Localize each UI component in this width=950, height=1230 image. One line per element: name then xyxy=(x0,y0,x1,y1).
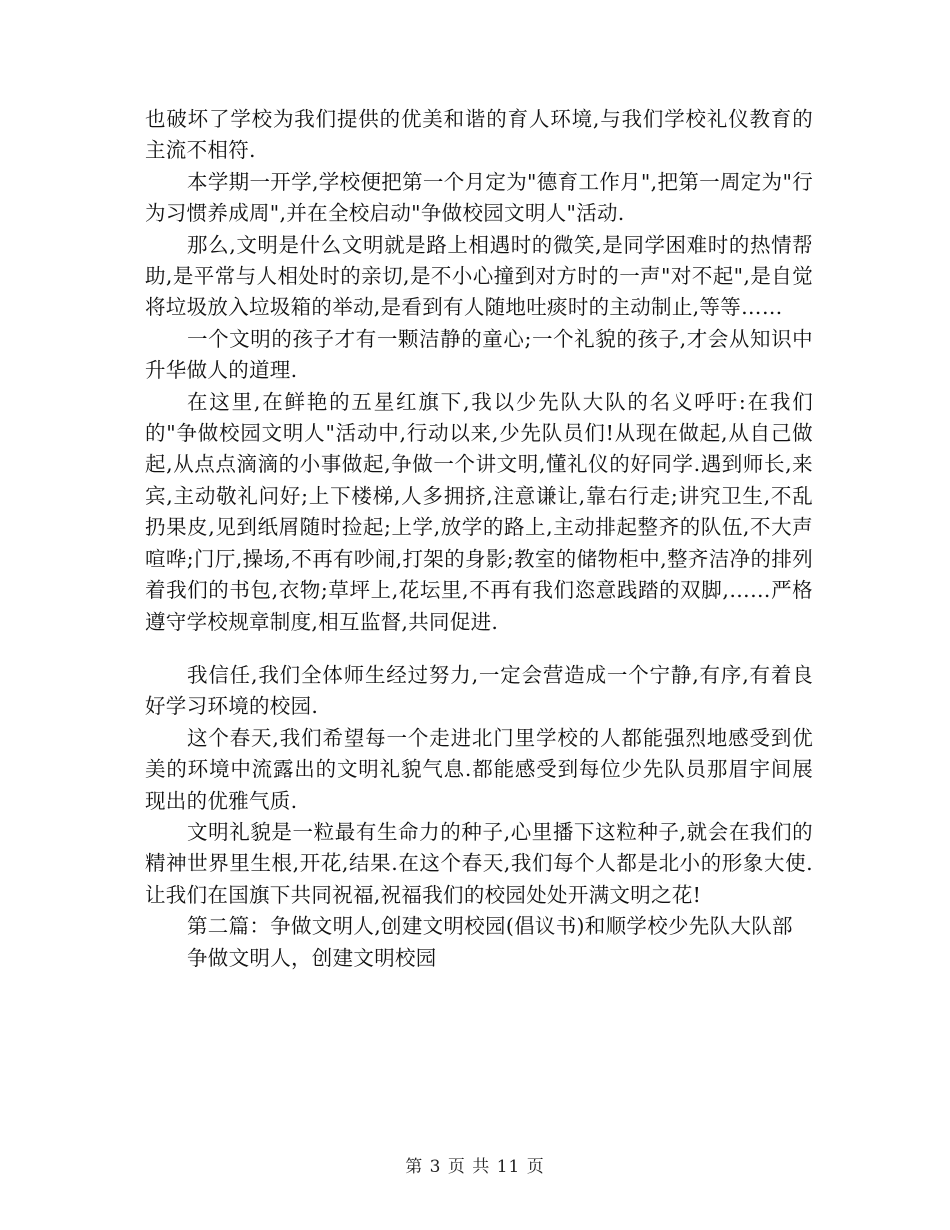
document-body xyxy=(145,104,813,974)
section-subtitle: 争做文明人，创建文明校园 xyxy=(187,945,437,970)
paragraph-continuation: 也破坏了学校为我们提供的优美和谐的育人环境,与我们学校礼仪教育的主流不相符. xyxy=(145,107,813,163)
paragraph-spring-hope: 这个春天,我们希望每一个走进北门里学校的人都能强烈地感受到优美的环境中流露出的文明礼貌气息.都能感受到每位少先队员那眉宇间展现出的优雅气质. xyxy=(145,725,813,813)
paragraph-seed: 文明礼貌是一粒最有生命力的种子,心里播下这粒种子,就会在我们的精神世界里生根,开花,结果.在这个春天,我们每个人都是北小的形象大使.让我们在国旗下共同祝福,祝福我们的校园处处开满文明之花! xyxy=(145,819,813,907)
paragraph-semester-start: 本学期一开学,学校便把第一个月定为"德育工作月",把第一周定为"行为习惯养成周",并在全校启动"争做校园文明人"活动. xyxy=(145,169,813,226)
paragraph-civil-child: 一个文明的孩子才有一颗洁静的童心;一个礼貌的孩子,才会从知识中升华做人的道理. xyxy=(145,326,813,383)
section-heading-second-article: 第二篇：争做文明人,创建文明校园(倡议书)和顺学校少先队大队部 xyxy=(187,914,793,939)
paragraph-belief: 我信任,我们全体师生经过努力,一定会营造成一个宁静,有序,有着良好学习环境的校园. xyxy=(145,662,813,719)
page-number-footer: 第 3 页 共 11 页 xyxy=(405,1157,545,1177)
paragraph-appeal: 在这里,在鲜艳的五星红旗下,我以少先队大队的名义呼吁:在我们的"争做校园文明人"活动中,行动以来,少先队员们!从现在做起,从自己做起,从点点滴滴的小事做起,争做一个讲文明,懂礼仪的好同学.遇到师长,来宾,主动敬礼问好;上下楼梯,人多拥挤,注意谦让,靠右行走;讲究卫生,不乱扔果皮,见到纸屑随时捡起;上学,放学的路上,主动排起整齐的队伍,不大声喧哗;门厅,操场,不再有吵闹,打架的身影;教室的储物柜中,整齐洁净的排列着我们的书包,衣物;草坪上,花坛里,不再有我们恣意践踏的双脚,……严格遵守学校规章制度,相互监督,共同促进. xyxy=(145,389,813,634)
paragraph-what-is-civility: 那么,文明是什么文明就是路上相遇时的微笑,是同学困难时的热情帮助,是平常与人相处时的亲切,是不小心撞到对方时的一声"对不起",是自觉将垃圾放入垃圾箱的举动,是看到有人随地吐痰时的主动制止,等等…… xyxy=(145,232,813,320)
